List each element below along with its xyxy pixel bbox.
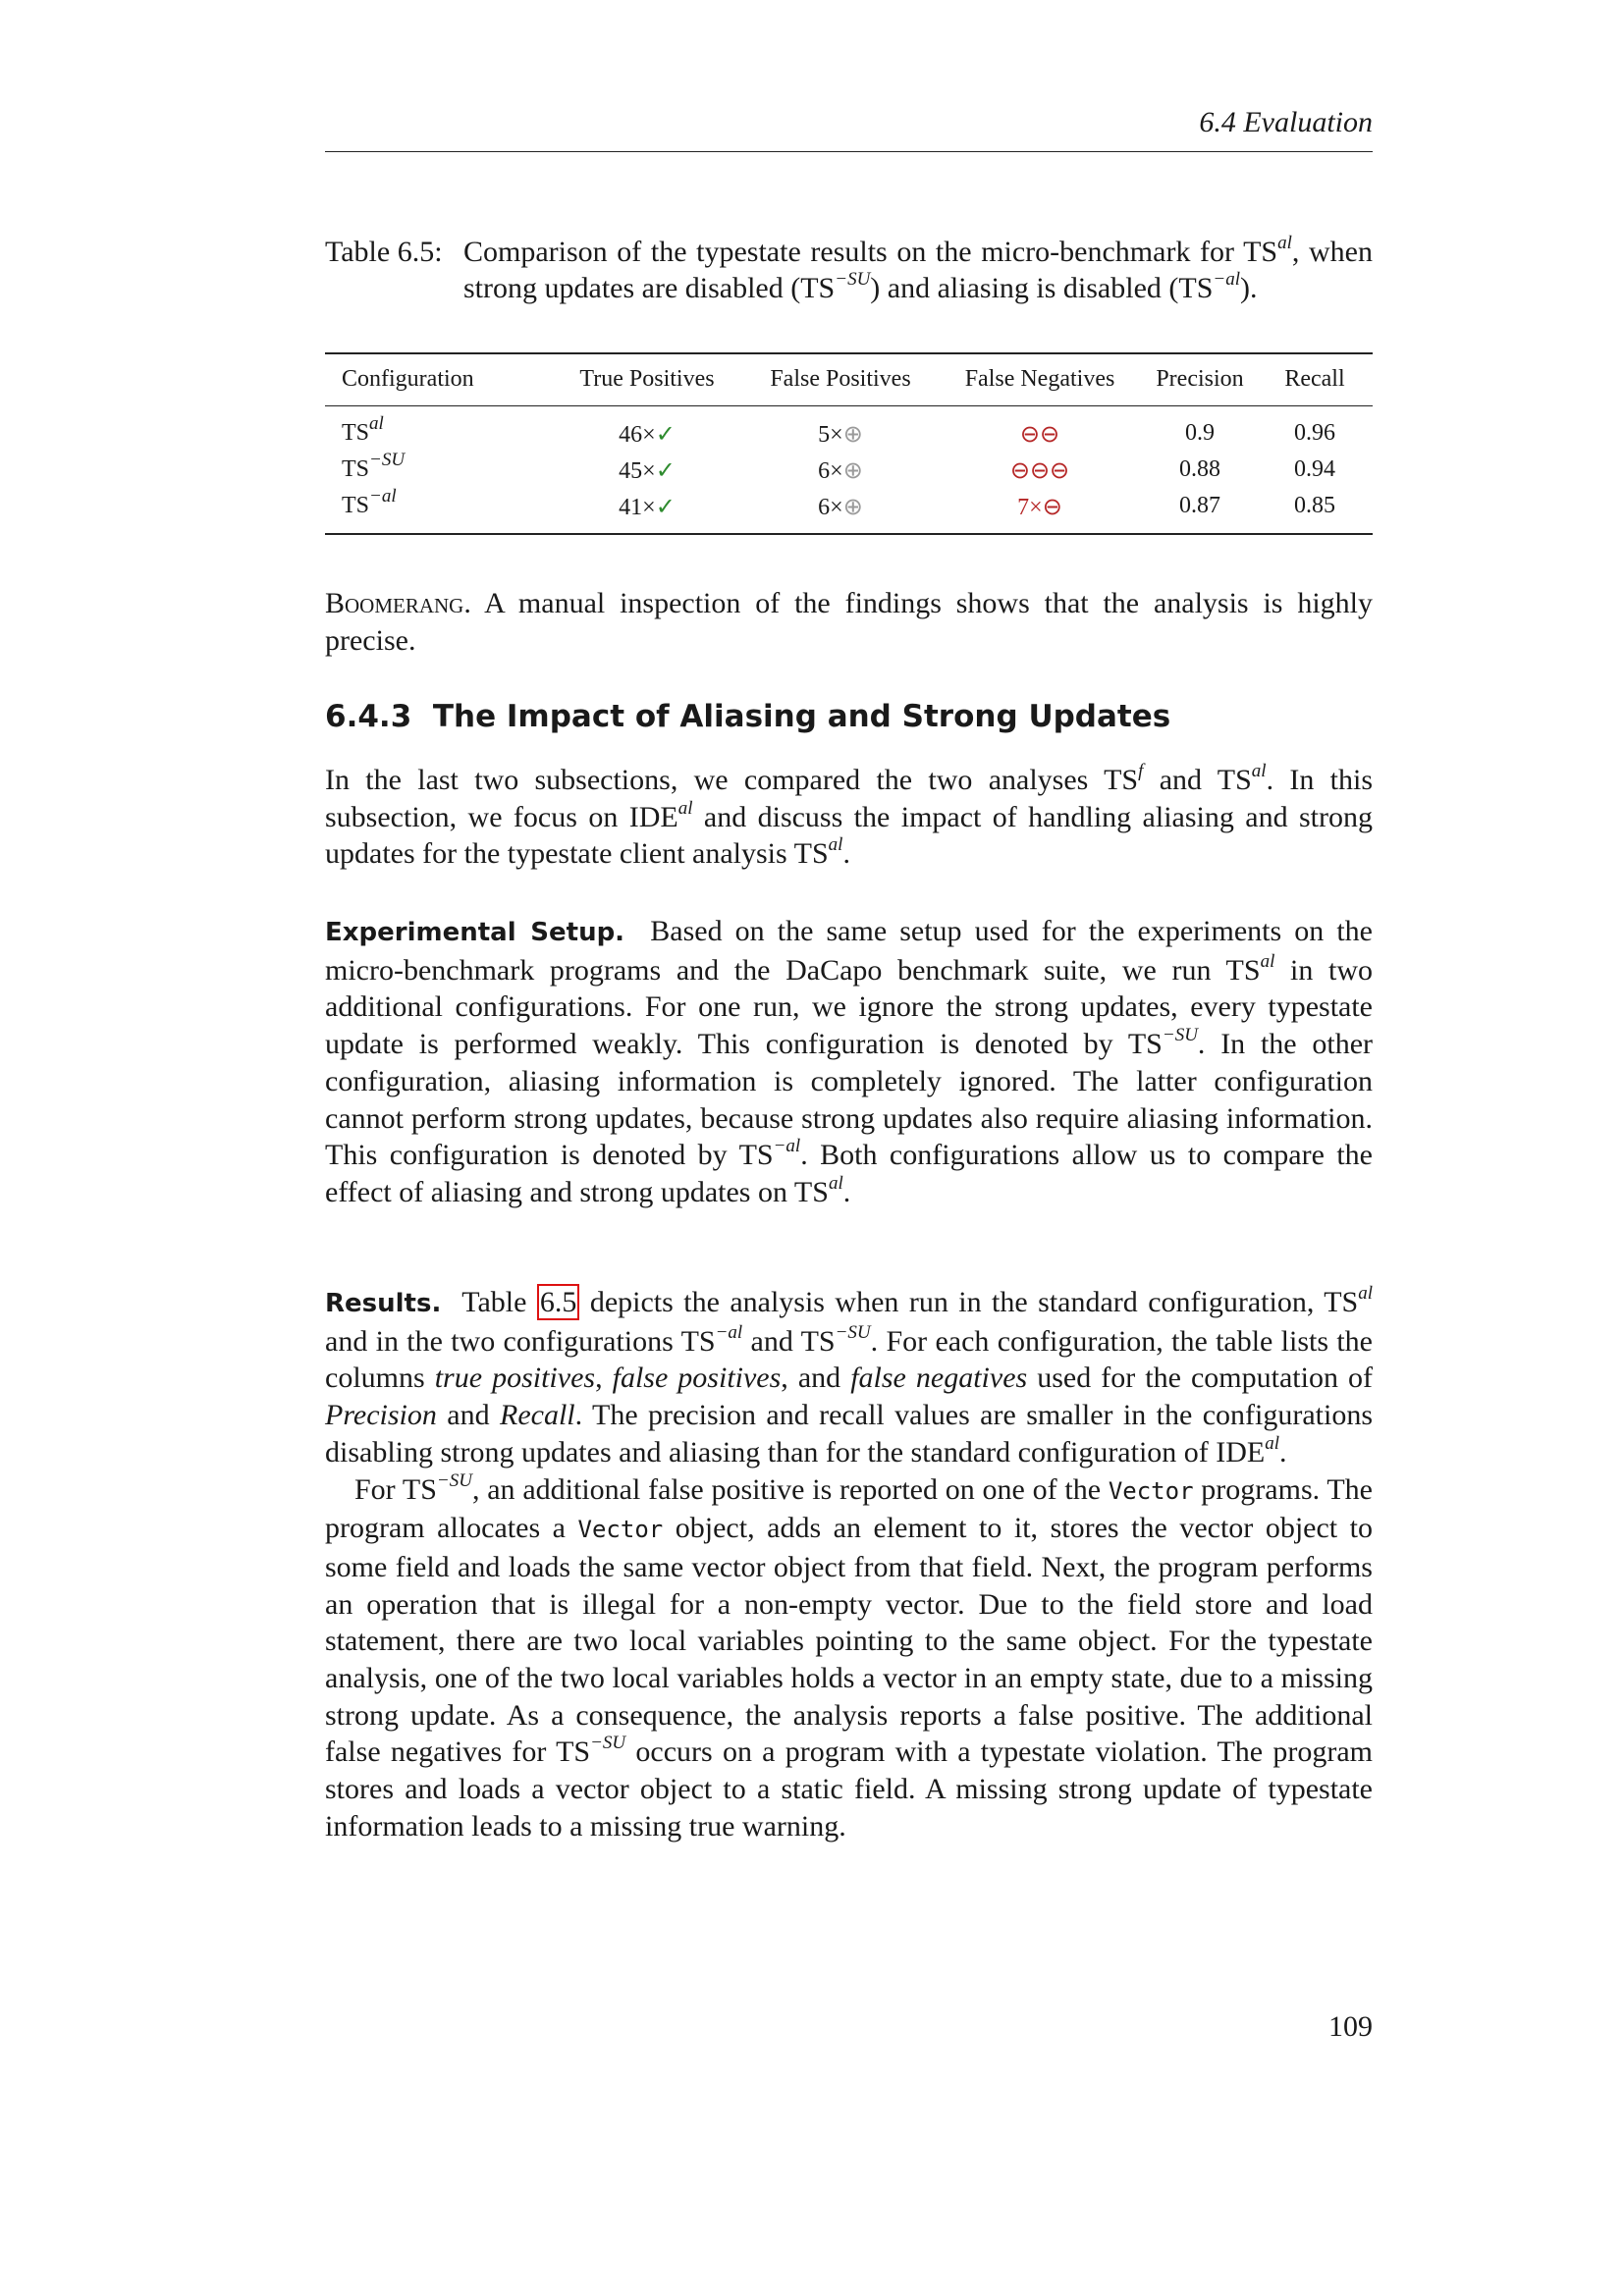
vector-paragraph: For $TS^{-SU}$, an additional false positive is reported on one of the Vector programs. The program allocates a Vector object, adds an element to it, stores the vector object to some field and loads the same vector object from that field. Next, the program performs an operation that is illegal for a non-empty vector. Due to the field store and load statement, there are two local variables pointing to the same object. For the typestate analysis, one of the two local variables holds a vector in an empty state, due to a missing strong update. As a consequence, the analysis reports a false positive. The additional false negatives for $TS^{-SU}$ occurs on a program with a typestate violation. The program stores and loads a vector object to a static field. A missing strong update of typestate information leads to a missing true warning. bbox=[325, 1469, 1374, 1842]
recall-cell: 0.96 bbox=[1294, 420, 1335, 446]
true-positives-cell: 41×✓ bbox=[619, 495, 676, 520]
false-positives-cell: 6×⊕ bbox=[818, 458, 863, 484]
page-number: 109 bbox=[1328, 2010, 1373, 2043]
check-icon: ✓ bbox=[655, 458, 676, 484]
recall-cell: 0.85 bbox=[1294, 493, 1335, 518]
circled-plus-icon: ⊕ bbox=[842, 458, 863, 484]
setup-heading: Experimental Setup. bbox=[325, 918, 625, 947]
check-icon: ✓ bbox=[655, 422, 676, 448]
false-negatives-cell: ⊖⊖⊖ bbox=[1009, 458, 1070, 484]
caption-body: Comparison of the typestate results on the micro-benchmark for $TS^{al}$, when strong updates are disabled $(TS^{-SU})$ and aliasing is disabled $(TS^{-al})$. bbox=[463, 233, 1374, 304]
table-row bbox=[325, 413, 1373, 456]
recall-cell: 0.94 bbox=[1294, 456, 1335, 482]
results-paragraph: Results. Table 6.5 depicts the analysis when run in the standard configuration, $TS^{al}$ and in the two configurations $TS^{-al}$ and $TS^{-SU}$. For each configuration, the table lists the columns true positives, false positives, and false negatives used for the computation of Precision and Recall. The precision and recall values are smaller in the configurations disabling strong updates and aliasing than for the standard configuration of $IDE^{al}$. For $TS^{-SU}$, an additional false positive is reported on one of the Vector programs. The program allocates a Vector object, adds an element to it, stores the vector object to some field and loads the same vector object from that field. Next, the program performs an operation that is illegal for a non-empty vector. Due to the field store and load statement, there are two local variables pointing to the same object. For the typestate analysis, one of the two local variables holds a vector in an empty state, due to a missing strong update. As a consequence, the analysis reports a false positive. The additional false negatives for $TS^{-SU}$ occurs on a program with a typestate violation. The program stores and loads a vector object to a static field. A missing strong update of typestate information leads to a missing true warning. bbox=[325, 1284, 1373, 1845]
false-positives-cell: 5×⊕ bbox=[818, 422, 863, 448]
table-header-row bbox=[325, 354, 1373, 405]
config-cell: $TS^{al}$ bbox=[342, 413, 384, 446]
boomerang-name: Boomerang. bbox=[325, 587, 471, 619]
table-row bbox=[325, 450, 1373, 493]
running-title: 6.4 Evaluation bbox=[1199, 106, 1373, 138]
page bbox=[325, 0, 1373, 2296]
column-header: False Negatives bbox=[964, 366, 1115, 392]
false-negatives-cell: 7×⊖ bbox=[1017, 495, 1062, 520]
column-header: Recall bbox=[1284, 366, 1345, 392]
running-header bbox=[325, 106, 1373, 152]
true-positives-cell: 45×✓ bbox=[619, 458, 676, 484]
boomerang-paragraph: Boomerang. A manual inspection of the findings shows that the analysis is highly precise. bbox=[325, 587, 1373, 657]
caption-label: Table 6.5: bbox=[325, 236, 443, 268]
false-positives-cell: 6×⊕ bbox=[818, 495, 863, 520]
circled-plus-icon: ⊕ bbox=[842, 422, 863, 448]
check-icon: ✓ bbox=[655, 495, 676, 520]
column-header: Precision bbox=[1156, 366, 1244, 392]
intro-paragraph: In the last two subsections, we compared the two analyses $TS^f$ and $TS^{al}$. In this subsection, we focus on $IDE^{al}$ and discuss the impact of handling aliasing and strong updates for the typestate client analysis $TS^{al}$. bbox=[325, 761, 1373, 871]
table-row bbox=[325, 486, 1373, 529]
results-table bbox=[325, 352, 1373, 535]
section-heading: 6.4.3 The Impact of Aliasing and Strong Updates bbox=[325, 699, 1171, 734]
precision-cell: 0.87 bbox=[1179, 493, 1220, 518]
column-header: True Positives bbox=[579, 366, 715, 392]
table-reference-link[interactable]: 6.5 bbox=[537, 1284, 580, 1320]
code-vector: Vector bbox=[577, 1516, 664, 1544]
column-header: Configuration bbox=[342, 366, 474, 392]
column-header: False Positives bbox=[770, 366, 911, 392]
config-cell: $TS^{-SU}$ bbox=[342, 450, 406, 482]
code-vector: Vector bbox=[1108, 1476, 1194, 1505]
false-negatives-cell: ⊖⊖ bbox=[1019, 422, 1060, 448]
precision-cell: 0.9 bbox=[1185, 420, 1215, 446]
circled-plus-icon: ⊕ bbox=[842, 495, 863, 520]
config-cell: $TS^{-al}$ bbox=[342, 486, 397, 518]
setup-paragraph: Experimental Setup. Based on the same setup used for the experiments on the micro-benchmark programs and the DaCapo benchmark suite, we run $TS^{al}$ in two additional configurations. For one run, we ignore the strong updates, every typestate update is performed weakly. This configuration is denoted by $TS^{-SU}$. In the other configuration, aliasing information is completely ignored. The latter configuration cannot perform strong updates, because strong updates also require aliasing information. This configuration is denoted by $TS^{-al}$. Both configurations allow us to compare the effect of aliasing and strong updates on $TS^{al}$. bbox=[325, 915, 1374, 1208]
results-heading: Results. bbox=[325, 1289, 442, 1318]
precision-cell: 0.88 bbox=[1179, 456, 1220, 482]
table-bottom-rule bbox=[325, 533, 1373, 535]
true-positives-cell: 46×✓ bbox=[619, 422, 676, 448]
